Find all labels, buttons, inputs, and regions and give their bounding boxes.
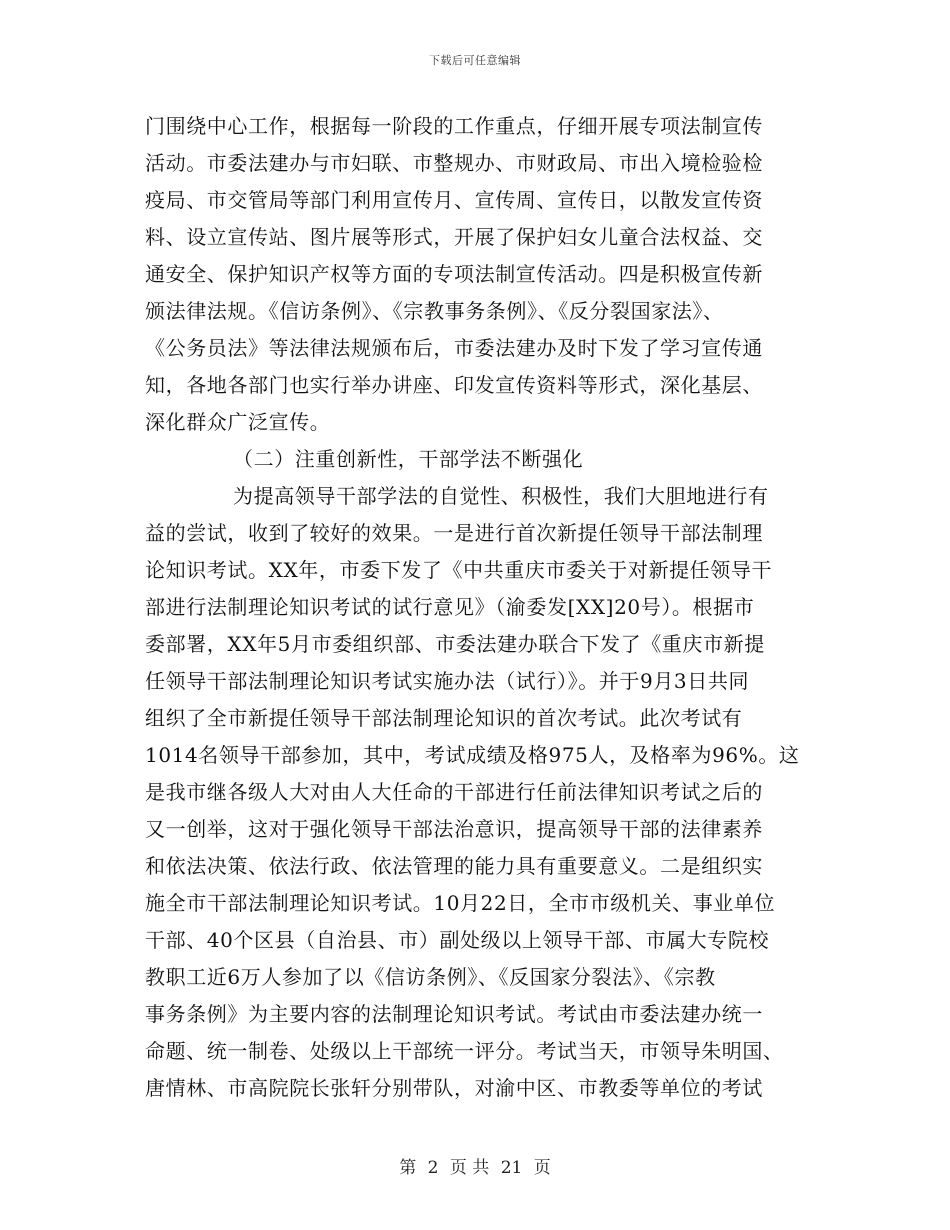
paragraph-line: 唐情林、市高院院长张轩分别带队，对渝中区、市教委等单位的考试 [145,1076,763,1100]
paragraph-line: 益的尝试，收到了较好的效果。一是进行首次新提任领导干部法制理 [145,521,763,545]
paragraph-line: 任领导干部法制理论知识考试实施办法（试行）》。并于9月3日共同 [145,669,750,693]
paragraph-line: 深化群众广泛宣传。 [145,410,331,434]
paragraph-line: 教职工近6万人参加了以《信访条例》、《反国家分裂法》、《宗教 [145,965,716,989]
paragraph-line: 门围绕中心工作，根据每一阶段的工作重点，仔细开展专项法制宣传 [145,114,763,138]
paragraph-line: 事务条例》为主要内容的法制理论知识考试。考试由市委法建办统一 [145,1002,763,1026]
footer-prefix: 第 [399,1158,417,1178]
total-page-count: 21 [500,1158,523,1178]
paragraph-line: 《公务员法》等法律法规颁布后，市委法建办及时下发了学习宣传通 [145,336,763,360]
paragraph-line: 是我市继各级人大对由人大任命的干部进行任前法律知识考试之后的 [145,780,763,804]
paragraph-line: 为提高领导干部学法的自觉性、积极性，我们大胆地进行有 [233,484,769,508]
paragraph-line: 通安全、保护知识产权等方面的专项法制宣传活动。四是积极宣传新 [145,262,763,286]
paragraph-line: 和依法决策、依法行政、依法管理的能力具有重要意义。二是组织实 [145,854,763,878]
footer-suffix: 页 [533,1158,551,1178]
paragraph-line: 委部署，XX年5月市委组织部、市委法建办联合下发了《重庆市新提 [145,632,765,656]
page-footer [0,1153,950,1178]
document-body [145,108,813,1107]
paragraph-line: 颁法律法规。《信访条例》、《宗教事务条例》、《反分裂国家法》、 [145,299,724,323]
paragraph-line: 1014名领导干部参加，其中，考试成绩及格975人，及格率为96%。这 [145,743,800,767]
paragraph-line: 部进行法制理论知识考试的试行意见》（渝委发[XX]20号）。根据市 [145,595,755,619]
footer-middle: 页 共 [449,1158,490,1178]
current-page-number: 2 [427,1158,439,1178]
paragraph-line: 活动。市委法建办与市妇联、市整规办、市财政局、市出入境检验检 [145,151,763,175]
paragraph-line: 知，各地各部门也实行举办讲座、印发宣传资料等形式，深化基层、 [145,373,763,397]
paragraph-line: 组织了全市新提任领导干部法制理论知识的首次考试。此次考试有 [145,706,743,730]
paragraph-line: 料、设立宣传站、图片展等形式，开展了保护妇女儿童合法权益、交 [145,225,763,249]
paragraph-line: 疫局、市交管局等部门利用宣传月、宣传周、宣传日，以散发宣传资 [145,188,763,212]
section-heading: （二）注重创新性，干部学法不断强化 [233,447,584,471]
page-header: 下载后可任意编辑 [429,54,521,67]
paragraph-line: 干部、40个区县（自治县、市）副处级以上领导干部、市属大专院校 [145,928,770,952]
paragraph-line: 施全市干部法制理论知识考试。10月22日，全市市级机关、事业单位 [145,891,776,915]
paragraph-line: 命题、统一制卷、处级以上干部统一评分。考试当天，市领导朱明国、 [145,1039,784,1063]
paragraph-line: 又一创举，这对于强化领导干部法治意识，提高领导干部的法律素养 [145,817,763,841]
paragraph-line: 论知识考试。XX年，市委下发了《中共重庆市委关于对新提任领导干 [145,558,773,582]
